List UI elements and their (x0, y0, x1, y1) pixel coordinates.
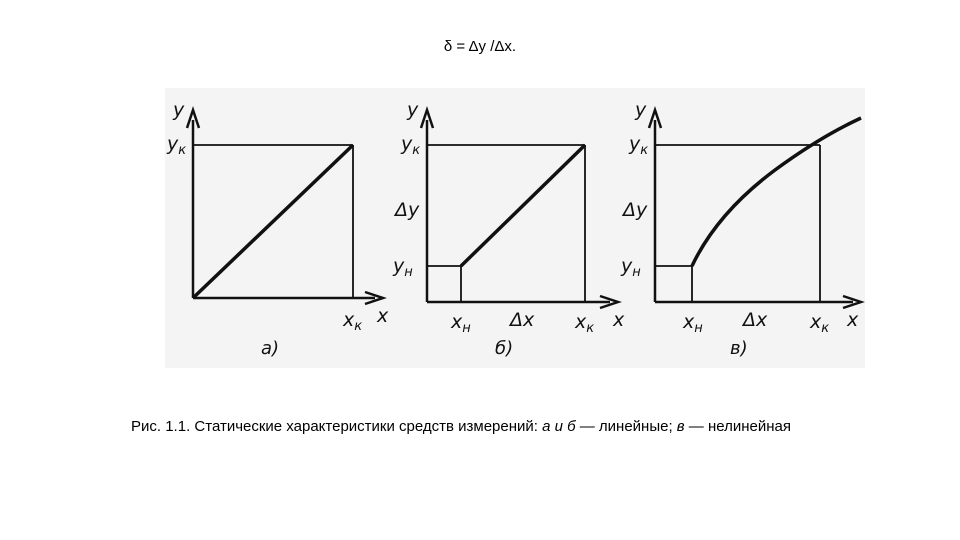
panel-c-x-label: x (847, 309, 859, 331)
panel-c-y-label: y (635, 99, 647, 121)
panel-a-y-label: y (173, 99, 185, 121)
caption-middle: — линейные; (575, 418, 677, 435)
panel-b-xn-label: $x_н$ (451, 311, 471, 336)
panel-b-yn-label: $y_н$ (393, 255, 413, 280)
panel-c-caption: в) (730, 338, 748, 359)
panel-b-dy-label: Δy (395, 199, 420, 221)
panel-a-x-label: x (377, 305, 389, 327)
caption-italic-v: в (676, 418, 685, 435)
caption-suffix: — нелинейная (684, 418, 791, 435)
formula: δ = Δy /Δx. (443, 38, 517, 55)
panel-c-yk-label: $y_к$ (629, 133, 649, 158)
figure-svg (165, 88, 865, 368)
panel-b-y-label: y (407, 99, 419, 121)
panel-b-x-label: x (613, 309, 625, 331)
panel-c-yn-label: $y_н$ (621, 255, 641, 280)
panel-c-xn-label: $x_н$ (683, 311, 703, 336)
caption-italic-ab: а и б (542, 418, 576, 435)
figure-caption (131, 418, 831, 436)
panel-b-caption: б) (495, 338, 514, 359)
panel-b-yk-label: $y_к$ (401, 133, 421, 158)
panel-c-dy-label: Δy (623, 199, 648, 221)
panel-a-xk-label: $x_к$ (343, 309, 363, 334)
panel-a-yk-label: $y_к$ (167, 133, 187, 158)
static-characteristics-figure (165, 88, 865, 368)
caption-prefix: Рис. 1.1. Статические характеристики средств измерений: (131, 418, 543, 435)
panel-a-caption: а) (261, 338, 280, 359)
panel-c-xk-label: $x_к$ (810, 311, 830, 336)
panel-b-xk-label: $x_к$ (575, 311, 595, 336)
panel-c-dx-label: Δx (743, 309, 768, 331)
panel-b-dx-label: Δx (510, 309, 535, 331)
